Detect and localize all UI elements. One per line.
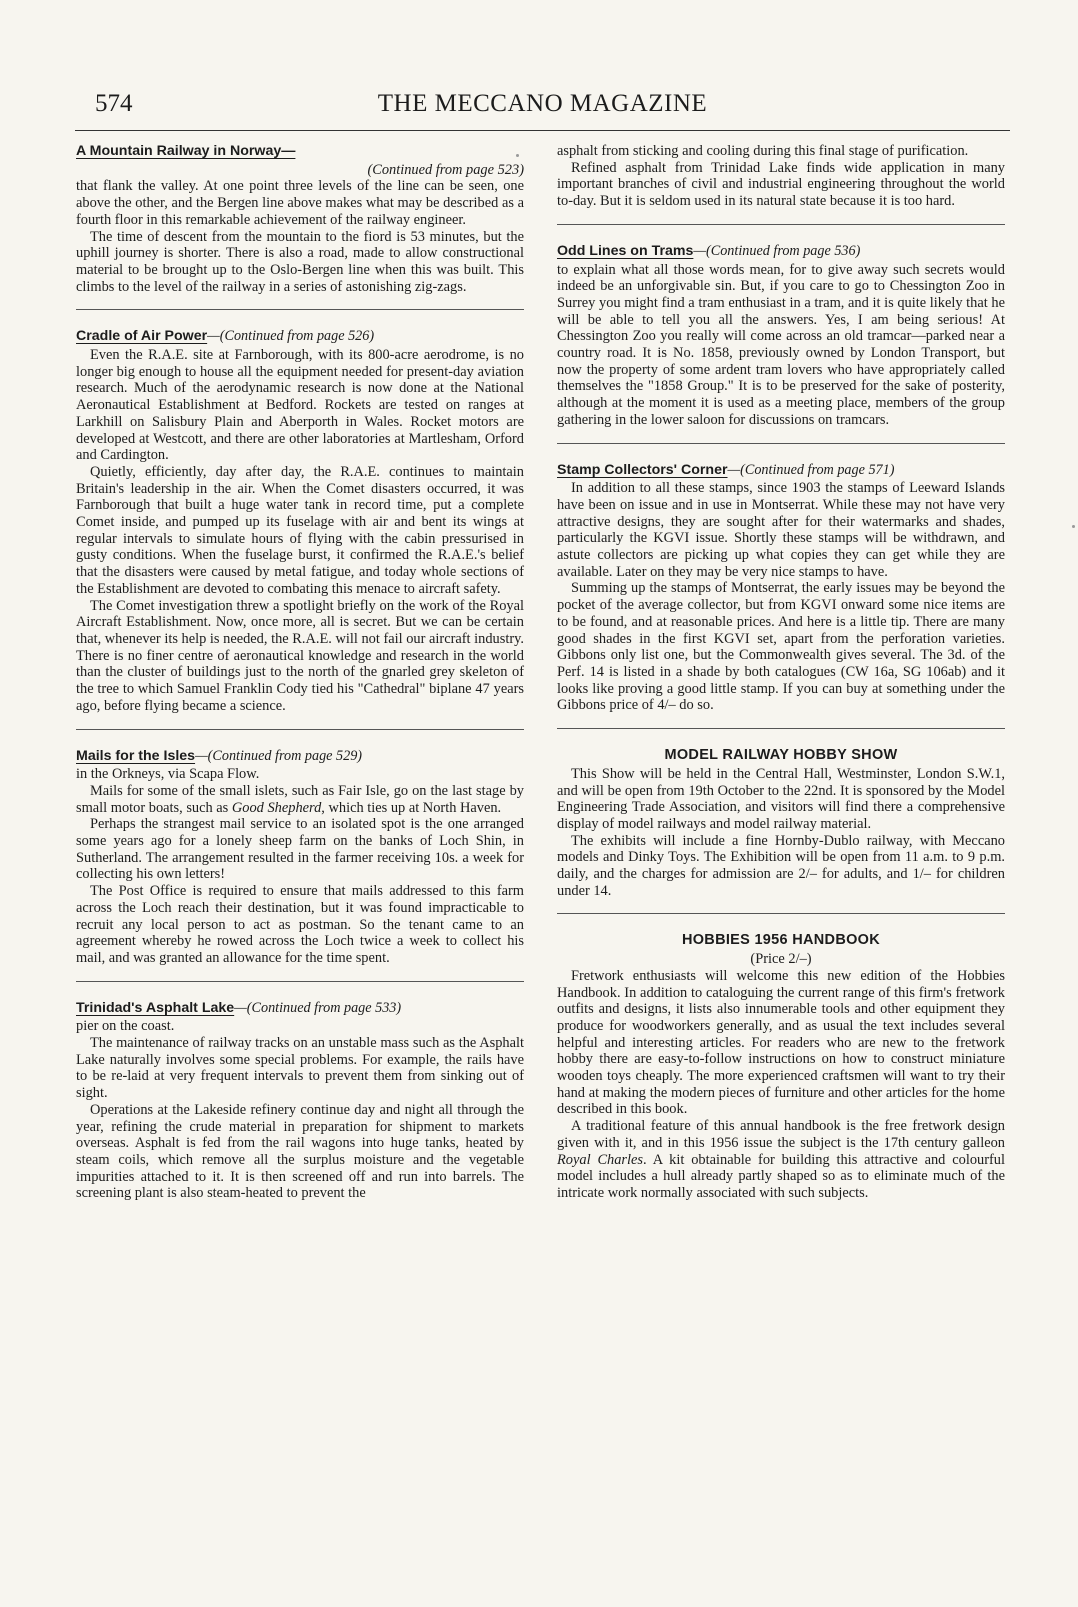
paragraph: in the Orkneys, via Scapa Flow. <box>76 766 260 783</box>
print-speck <box>1072 525 1075 528</box>
divider <box>76 309 524 310</box>
paragraph: Mails for some of the small islets, such as Fair Isle, go on the last stage by small motor boats, such as Good Shepherd, which ties up at North Haven. <box>76 782 524 816</box>
paragraph: Fretwork enthusiasts will welcome this new edition of the Hobbies Handbook. In addition to cataloguing the current range of this firm's fretwork outfits and designs, it lists also innumerable tools and other equipment they produce for woodworkers generally, and as usual the text includes several helpful and interesting articles. For readers who are new to the fretwork hobby there are easy-to-follow instructions on how to construct miniature wooden toys cheaply. The more experienced craftsmen will want to try their hand at making the modern pieces of furniture and other articles for the home described in this book. <box>557 967 1005 1118</box>
paragraph: Quietly, efficiently, day after day, the R.A.E. continues to maintain Britain's leadership in the air. When the Comet disasters occurred, it was Farnborough that built a huge water tank in record time, put a complete Comet inside, and pumped up its fuselage with air and bent its wings at regular intervals to simulate hours of flying with the cabin pressurised in gusty conditions. When the fuselage burst, it confirmed the R.A.E.'s belief that the disasters were caused by metal fatigue, and today whole sections of the Establishment are devoted to combating this menace to aircraft safety. <box>76 463 524 597</box>
boat-name: Good Shepherd <box>231 799 322 816</box>
divider <box>557 913 1005 914</box>
paragraph: The time of descent from the mountain to the fiord is 53 minutes, but the uphill journey is shorter. There is also a road, made to allow constructional material to be brought up to the Oslo-Bergen line when this was built. This climbs to the level of the railway in a series of astonishing zig-zags. <box>76 228 524 295</box>
paragraph: The Post Office is required to ensure that mails addressed to this farm across the Loch reach their destination, but it was found impracticable to recruit any local person to act as postman. So the tenant came to an agreement whereby he rowed across the Loch twice a week to collect his mail, and was granted an allowance for the time spent. <box>76 883 524 966</box>
article-hobbies-handbook <box>557 932 1005 1201</box>
article-title: Mails for the Isles <box>76 747 196 764</box>
divider <box>76 729 524 730</box>
paragraph: Perhaps the strangest mail service to an isolated spot is the one arranged some years ago for a lonely sheep farm on the banks of Loch Shin, in Sutherland. The arrangement resulted in the farmer receiving 10s. a week for collecting his own letters! <box>76 816 524 883</box>
paragraph: Even the R.A.E. site at Farnborough, with its 800-acre aerodrome, is no longer big enough to house all the equipment needed for present-day aviation research. Much of the aerodynamic research is now done at the National Aeronautical Establishment at Bedford. Rockets are tested on ranges at Larkhill on Salisbury Plain and Aberporth in Wales. Rocket motors are developed at Westcott, and there are other laboratories at Martlesham, Orford and Cardington. <box>76 347 524 464</box>
paragraph: In addition to all these stamps, since 1903 the stamps of Leeward Islands have been on issue and in use in Montserrat. While these may not have very attractive designs, they are sought after for their watermarks and shades, particularly the KGVI issue. Shortly these stamps will be withdrawn, and astute collectors are picking up what copies they can get while they are available. Later on they may be very nice stamps to have. <box>557 480 1005 580</box>
article-trinidad-asphalt <box>76 1000 524 1202</box>
article-trinidad-continued <box>557 143 1005 210</box>
article-title: Stamp Collectors' Corner <box>557 461 728 478</box>
article-cradle-air-power <box>76 328 524 714</box>
page-number: 574 <box>95 90 133 117</box>
article-title: HOBBIES 1956 HANDBOOK <box>681 932 881 949</box>
article-heading <box>557 243 1005 260</box>
price-note: (Price 2/–) <box>750 951 812 968</box>
article-title: Trinidad's Asphalt Lake <box>76 999 235 1016</box>
article-mountain-railway <box>76 143 524 295</box>
paragraph: This Show will be held in the Central Hall, Westminster, London S.W.1, and will be open from 19th October to the 22nd. It is sponsored by the Model Engineering Trade Association, and visitors will find there a comprehensive display of model railways and model railway material. <box>557 765 1005 832</box>
article-title: Odd Lines on Trams <box>557 242 694 259</box>
left-column <box>76 143 524 1202</box>
print-speck <box>516 154 519 157</box>
divider <box>557 728 1005 729</box>
paragraph: to explain what all those words mean, for to give away such secrets would indeed be an unforgivable sin. But, if you care to go to Chessington Zoo in Surrey you might find a tram enthusiast in a tram, and it is quite likely that he will be able to tell you all the answers. Yes, I am being serious! At Chessington Zoo you really will come across an old tramcar—parked near a country road. It is No. 1858, previously owned by London Transport, but now the property of some ardent tram lovers who have appropriately called themselves the "1858 Group." It is to be preserved for the sake of posterity, although at the moment it is used as a meeting place, members of the group gathering in the lower saloon for discussions on tramcars. <box>557 261 1005 428</box>
article-stamp-collectors <box>557 462 1005 715</box>
paragraph: The Comet investigation threw a spotlight briefly on the work of the Royal Aircraft Establishment. Now, once more, all is secret. But we can be certain that, whenever its help is needed, the R.A.E. will not fail our aircraft industry. There is no finer centre of aeronautical knowledge and research in the world than the cluster of buildings just to the north of the gnarled grey skeleton of the tree to which Samuel Franklin Cody tied his "Cathedral" biplane 47 years ago, before flying became a science. <box>76 597 524 714</box>
paragraph: asphalt from sticking and cooling during this final stage of purification. <box>557 143 969 159</box>
ship-name: Royal Charles <box>557 1151 644 1168</box>
continued-note: (Continued from page 523) <box>367 161 524 178</box>
continued-note: —(Continued from page 536) <box>693 242 861 259</box>
paragraph: Refined asphalt from Trinidad Lake finds wide application in many important branches of civil and industrial engineering throughout the world to-day. But it is seldom used in its natural state because it is too hard. <box>557 159 1005 210</box>
article-title: A Mountain Railway in Norway— <box>76 143 296 159</box>
magazine-title: THE MECCANO MAGAZINE <box>377 90 708 117</box>
continued-note: —(Continued from page 571) <box>727 461 895 478</box>
article-heading <box>76 143 524 160</box>
article-title: Cradle of Air Power <box>76 328 208 345</box>
divider <box>557 443 1005 444</box>
paragraph: Summing up the stamps of Montserrat, the early issues may be beyond the pocket of the average collector, but from KGVI onward some nice items are to be found, and at reasonable prices. And here is a little tip. There are many good shades in the first KGVI set, apart from the perforation varieties. Gibbons only list one, but the Commonwealth gives several. The 3d. of the Perf. 14 is listed in a shade by both catalogues (CW 16a, SG 106ab) and it looks like proving a good little stamp. If you can buy at something under the Gibbons price of 4/– do so. <box>557 580 1005 714</box>
continued-note: —(Continued from page 533) <box>234 999 402 1016</box>
article-heading <box>557 462 1005 479</box>
continued-note: —(Continued from page 526) <box>207 328 375 345</box>
divider <box>76 981 524 982</box>
article-model-railway-show <box>557 747 1005 899</box>
paragraph: Operations at the Lakeside refinery continue day and night all through the year, refining the crude material in preparation for shipment to markets overseas. Asphalt is fed from the rail wagons into huge tanks, heated by steam coils, which remove all the surplus moisture and the vegetable impurities attached to it. It is then screened off and run into barrels. The screening plant is also steam-heated to prevent the <box>76 1101 524 1202</box>
page-header <box>75 90 1010 131</box>
article-title: MODEL RAILWAY HOBBY SHOW <box>664 747 898 764</box>
continued-note: —(Continued from page 529) <box>195 747 363 764</box>
paragraph: The maintenance of railway tracks on an unstable mass such as the Asphalt Lake naturally involves some special problems. For example, the rails have to be re-laid at very frequent intervals to prevent them from sinking out of sight. <box>76 1035 524 1102</box>
paragraph: pier on the coast. <box>76 1018 175 1035</box>
paragraph: that flank the valley. At one point three levels of the line can be seen, one above the other, and the Bergen line above makes what may be described as a fourth floor in this remarkable achievement of the railway engineer. <box>76 178 524 228</box>
article-mails-isles <box>76 748 524 967</box>
article-odd-lines-trams <box>557 243 1005 429</box>
article-heading <box>76 748 524 765</box>
divider <box>557 224 1005 225</box>
right-column <box>557 143 1005 1202</box>
article-heading <box>76 328 524 345</box>
article-heading <box>76 1000 524 1017</box>
paragraph: The exhibits will include a fine Hornby-Dublo railway, with Meccano models and Dinky Toys. The Exhibition will be open from 11 a.m. to 9 p.m. daily, and the charges for admission are 2/– for adults, and 1/– for children under 14. <box>557 832 1005 899</box>
paragraph: A traditional feature of this annual handbook is the free fretwork design given with it, and in this 1956 issue the subject is the 17th century galleon Royal Charles. A kit obtainable for building this attractive and colourful model includes a hull already partly shaped so as to eliminate much of the intricate work normally associated with such subjects. <box>557 1118 1005 1201</box>
